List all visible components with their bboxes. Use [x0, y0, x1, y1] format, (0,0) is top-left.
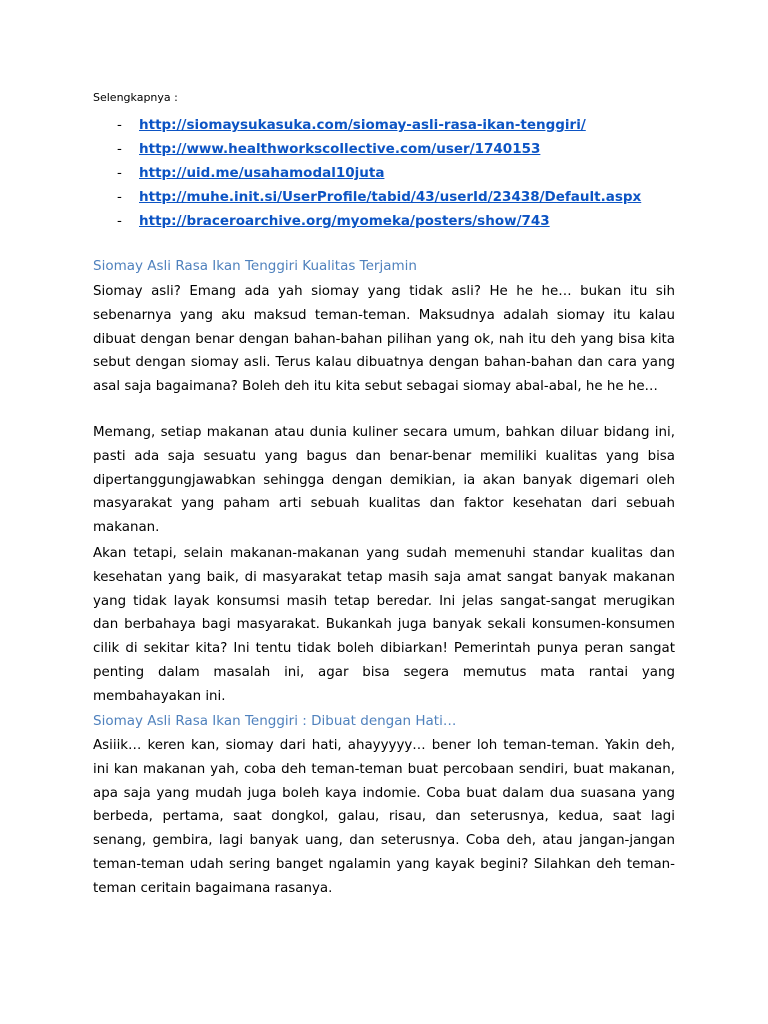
body-paragraph: Memang, setiap makanan atau dunia kuliner secara umum, bahkan diluar bidang ini, pasti ada saja sesuatu yang bagus dan benar-benar memiliki kualitas yang bisa dipertanggungjawabkan sehingga dengan demikian, ia akan banyak digemari oleh masyarakat yang paham arti sebuah kualitas dan faktor kesehatan dari sebuah makanan.	[93, 425, 675, 536]
link-muhe-init[interactable]: http://muhe.init.si/UserProfile/tabid/43/userId/23438/Default.aspx	[139, 189, 642, 205]
link-braceroarchive[interactable]: http://braceroarchive.org/myomeka/posters/show/743	[139, 213, 550, 229]
list-dash: -	[117, 189, 122, 205]
link-siomaysukasuka[interactable]: http://siomaysukasuka.com/siomay-asli-rasa-ikan-tenggiri/	[139, 117, 586, 133]
list-dash: -	[117, 213, 122, 229]
list-dash: -	[117, 165, 122, 181]
link-uid-me[interactable]: http://uid.me/usahamodal10juta	[139, 165, 385, 181]
link-list-item	[93, 137, 693, 161]
body-paragraph: Asiiik… keren kan, siomay dari hati, ahayyyyy… bener loh teman-teman. Yakin deh, ini kan makanan yah, coba deh teman-teman buat percobaan sendiri, buat makanan, apa saja yang mudah juga boleh kaya indomie. Coba buat dalam dua suasana yang berbeda, pertama, saat dongkol, galau, risau, dan seterusnya, kedua, saat lagi senang, gembira, lagi banyak uang, dan seterusnya. Coba deh, atau jangan-jangan teman-teman udah sering banget ngalamin yang kayak begini? Silahkan deh teman-teman ceritain bagaimana rasanya.	[93, 738, 675, 896]
more-info-label: Selengkapnya :	[93, 91, 178, 104]
body-paragraph: Akan tetapi, selain makanan-makanan yang sudah memenuhi standar kualitas dan kesehatan yang baik, di masyarakat tetap masih saja amat sangat banyak makanan yang tidak layak konsumsi masih tetap beredar. Ini jelas sangat-sangat merugikan dan berbahaya bagi masyarakat. Bukankah juga banyak sekali konsumen-konsumen cilik di sekitar kita? Ini tentu tidak boleh dibiarkan! Pemerintah punya peran sangat penting dalam masalah ini, agar bisa segera memutus mata rantai yang membahayakan ini.	[93, 546, 675, 704]
link-list-item	[93, 161, 693, 185]
link-list-item	[93, 185, 693, 209]
link-list-item	[93, 113, 693, 137]
link-list-item	[93, 209, 693, 233]
list-dash: -	[117, 117, 122, 133]
section-heading-dibuat-dengan-hati: Siomay Asli Rasa Ikan Tenggiri : Dibuat dengan Hati…	[93, 713, 457, 729]
link-healthworkscollective[interactable]: http://www.healthworkscollective.com/user/1740153	[139, 141, 541, 157]
list-dash: -	[117, 141, 122, 157]
link-list	[93, 113, 693, 233]
body-paragraph: Siomay asli? Emang ada yah siomay yang tidak asli? He he he… bukan itu sih sebenarnya yang aku maksud teman-teman. Maksudnya adalah siomay itu kalau dibuat dengan benar dengan bahan-bahan pilihan yang ok, nah itu deh yang bisa kita sebut dengan siomay asli. Terus kalau dibuatnya dengan bahan-bahan dan cara yang asal saja bagaimana? Boleh deh itu kita sebut sebagai siomay abal-abal, he he he…	[93, 284, 675, 395]
section-heading-kualitas: Siomay Asli Rasa Ikan Tenggiri Kualitas Terjamin	[93, 258, 417, 274]
